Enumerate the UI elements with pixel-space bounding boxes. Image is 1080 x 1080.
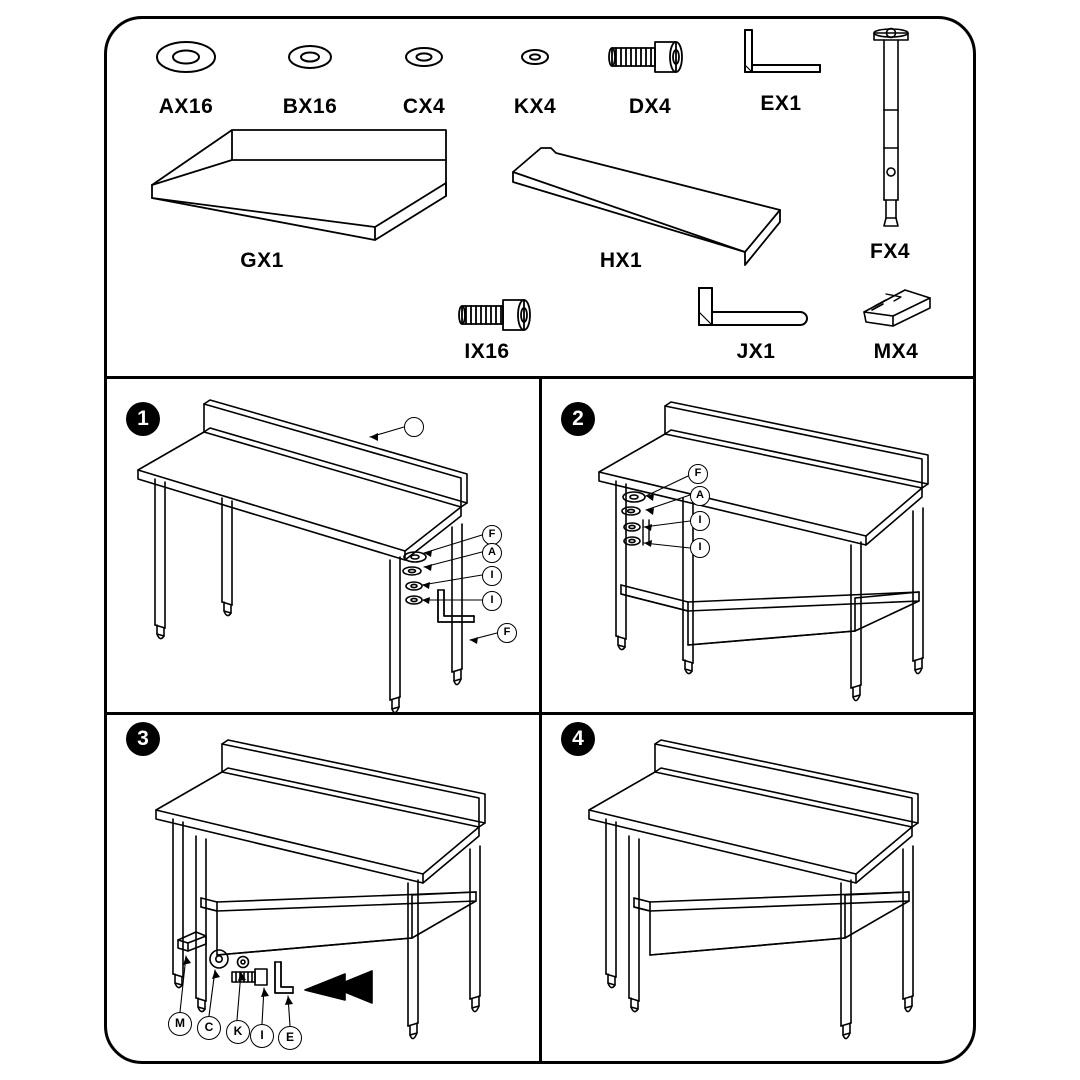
step2-callout-I1: I [690,511,710,531]
step2-callout-F: F [688,464,708,484]
step-badge-4: 4 [561,722,595,756]
part-label-KX4: KX4 [513,95,557,118]
step1-callout-F: F [482,525,502,545]
step2-callout-A: A [690,486,710,506]
step3-callout-M: M [168,1012,192,1036]
part-label-CX4: CX4 [402,95,446,118]
part-label-MX4: MX4 [873,340,919,363]
step3-callout-K: K [226,1020,250,1044]
step1-callout-top-C [404,417,424,437]
step3-callout-C: C [197,1016,221,1040]
step-badge-3: 3 [126,722,160,756]
part-label-BX16: BX16 [282,95,338,118]
step-badge-2: 2 [561,402,595,436]
step3-callout-E: E [278,1026,302,1050]
step3-callout-I: I [250,1024,274,1048]
step1-callout-I1: I [482,566,502,586]
step1-callout-F2: F [497,623,517,643]
panel-divider-vertical-upper [539,376,542,712]
part-label-DX4: DX4 [628,95,672,118]
step-badge-1: 1 [126,402,160,436]
part-label-IX16: IX16 [464,340,510,363]
part-label-EX1: EX1 [760,92,802,115]
part-label-AX16: AX16 [158,95,214,118]
step2-callout-I2: I [690,538,710,558]
part-label-FX4: FX4 [869,240,911,263]
step1-callout-A: A [482,543,502,563]
panel-divider-vertical-lower [539,712,542,1064]
step1-callout-I2: I [482,591,502,611]
part-label-JX1: JX1 [736,340,776,363]
part-label-GX1: GX1 [240,249,284,272]
part-label-HX1: HX1 [599,249,643,272]
